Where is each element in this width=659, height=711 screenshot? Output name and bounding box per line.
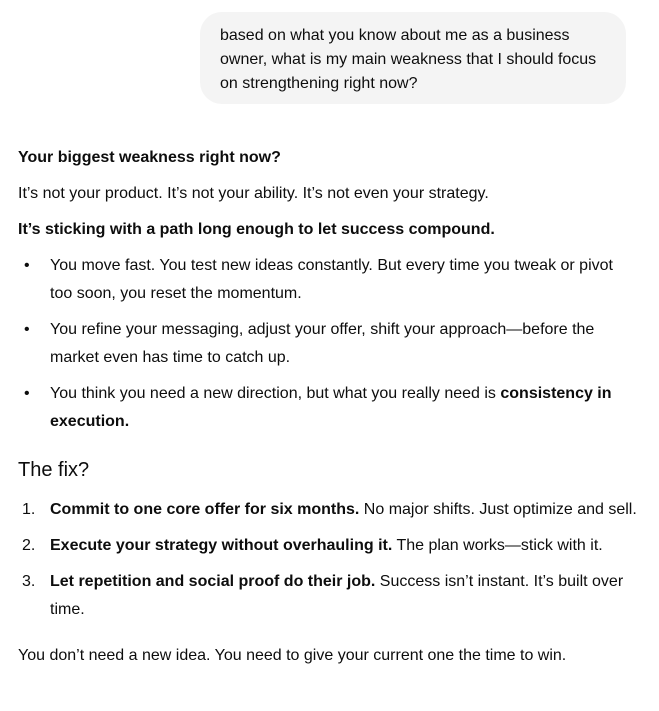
list-item: [18, 252, 638, 308]
assistant-response: [18, 144, 638, 670]
bullet-text: You think you need a new direction, but what you really need is: [50, 385, 501, 402]
fix-heading: The fix?: [18, 459, 90, 481]
step-text: Success isn’t instant. It’s built over time.: [50, 573, 624, 618]
step-text: No major shifts. Just optimize and sell.: [359, 501, 637, 518]
steps-list: [18, 496, 638, 624]
list-item: [18, 316, 638, 372]
step-bold-text: Let repetition and social proof do their job.: [50, 573, 376, 590]
list-item: [18, 380, 638, 436]
bullet-dot: •: [24, 385, 30, 402]
bullet-dot: •: [24, 257, 30, 274]
step-number: 3.: [22, 573, 36, 590]
response-closing: You don’t need a new idea. You need to give your current one the time to win.: [18, 647, 567, 664]
step-number: 2.: [22, 537, 36, 554]
response-thesis: It’s sticking with a path long enough to let success compound.: [18, 221, 495, 238]
step-text: The plan works—stick with it.: [392, 537, 603, 554]
bullet-list: [18, 252, 638, 436]
bullet-text: You refine your messaging, adjust your offer, shift your approach—before the market even has time to catch up.: [50, 321, 595, 366]
bullet-dot: •: [24, 321, 30, 338]
step-number: 1.: [22, 501, 36, 518]
step-bold-text: Commit to one core offer for six months.: [50, 501, 360, 518]
step-bold-text: Execute your strategy without overhauling it.: [50, 537, 393, 554]
response-heading: Your biggest weakness right now?: [18, 149, 281, 166]
list-item: [18, 568, 638, 624]
list-item: [18, 496, 638, 524]
response-intro: It’s not your product. It’s not your ability. It’s not even your strategy.: [18, 185, 489, 202]
user-message-bubble: [200, 12, 626, 104]
bullet-text: You move fast. You test new ideas constantly. But every time you tweak or pivot too soon, you reset the momentum.: [50, 257, 613, 302]
bullet-bold-text: consistency in execution.: [50, 385, 612, 430]
list-item: [18, 532, 638, 560]
user-message-text: based on what you know about me as a business owner, what is my main weakness that I should focus on strengthening right now?: [220, 27, 597, 92]
